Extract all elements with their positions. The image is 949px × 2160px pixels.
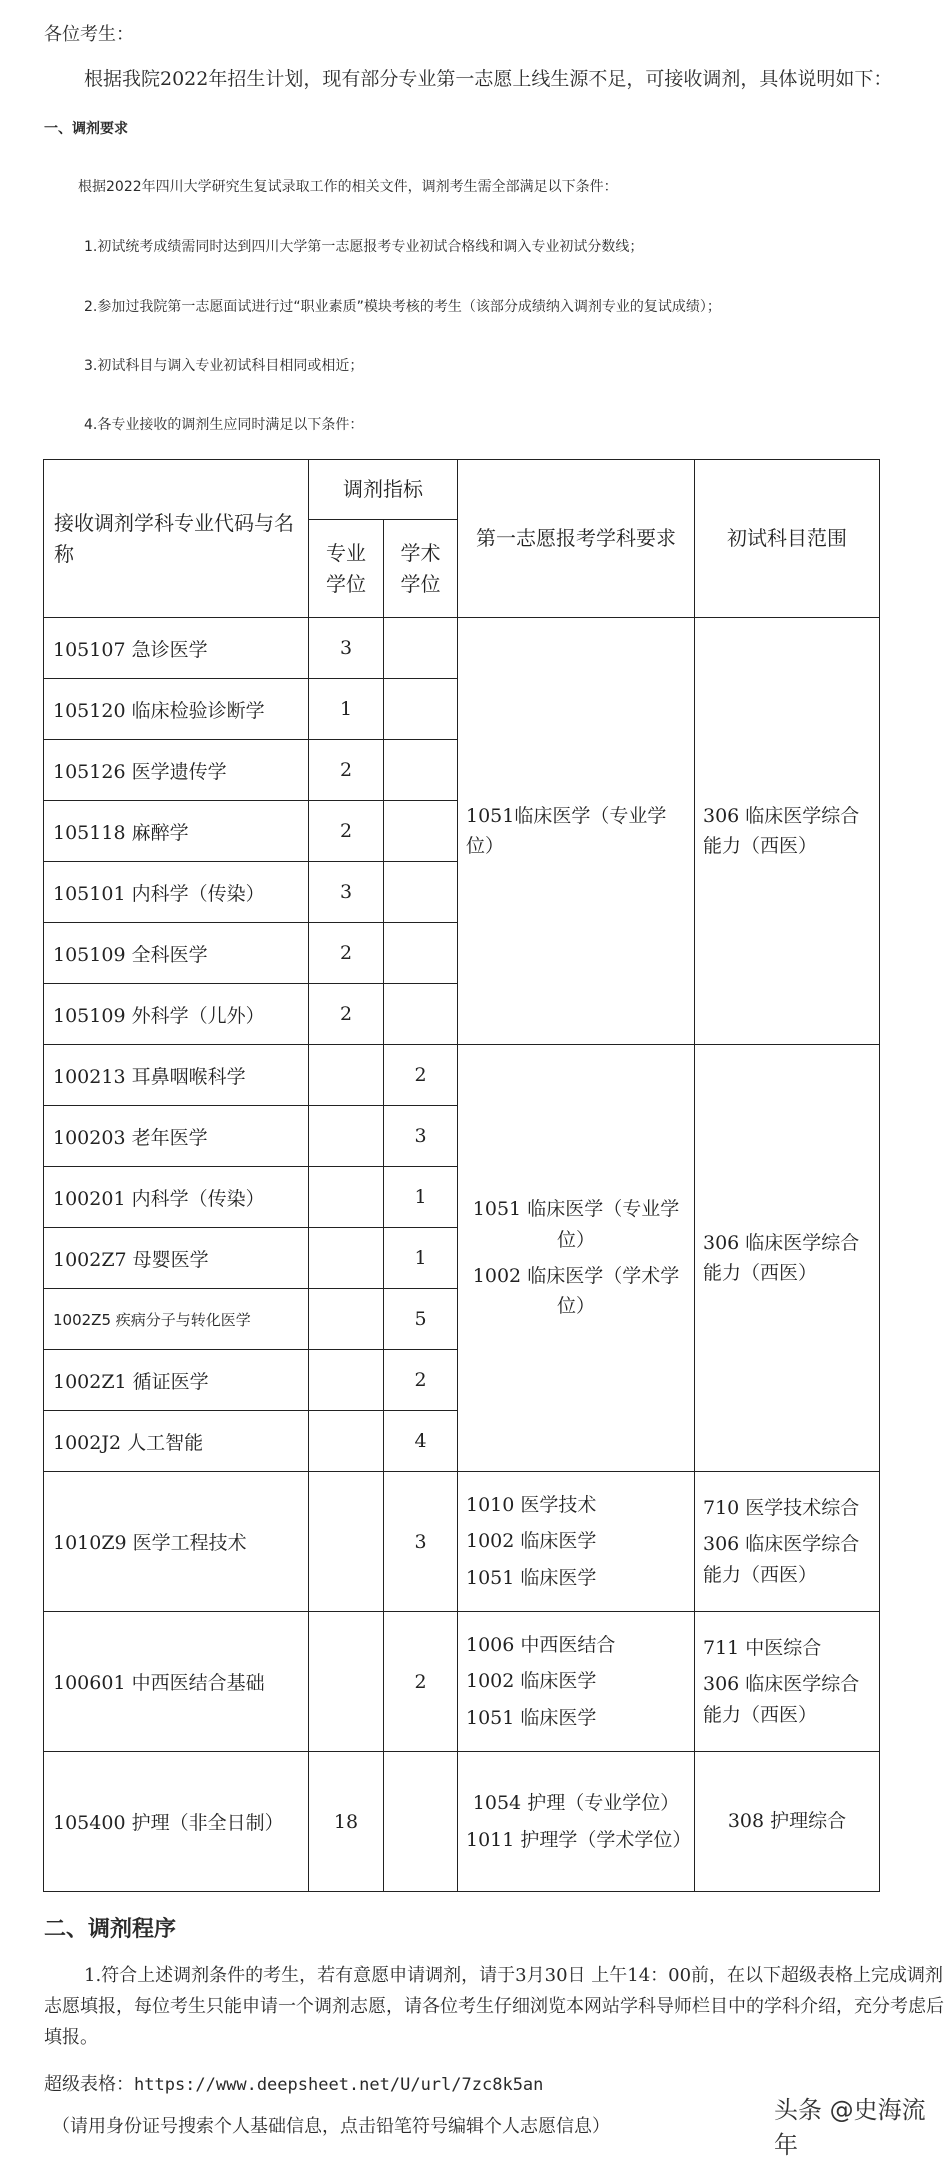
- exam-group-1: [695, 618, 880, 1045]
- requirement-line: 1051 临床医学: [466, 1706, 597, 1729]
- requirement-line: 1011 护理学（学术学位）: [466, 1828, 692, 1851]
- table-row-major: 100201 内科学（传染）: [44, 1167, 309, 1228]
- procedure-paragraph: 1.符合上述调剂条件的考生，若有意愿申请调剂，请于3月30日 上午14：00前，在以下超级表格上完成调剂志愿填报，每位考生只能申请一个调剂志愿，请各位考生仔细浏览本网站学科导师栏目中的学科介绍，充分考虑后填报。: [44, 1965, 944, 2049]
- academic-quota: [384, 984, 458, 1045]
- table-row-major: 100213 耳鼻咽喉科学: [44, 1045, 309, 1106]
- requirement-line: 1054 护理（专业学位）: [472, 1792, 680, 1815]
- academic-quota: 1: [384, 1167, 458, 1228]
- academic-quota: [384, 862, 458, 923]
- professional-quota: [309, 1167, 384, 1228]
- requirement-line: 1051临床医学（专业学位）: [466, 804, 667, 857]
- form-link-line: [44, 2070, 543, 2096]
- academic-quota: [384, 923, 458, 984]
- academic-quota: 4: [384, 1411, 458, 1472]
- exam-group-4: [695, 1612, 880, 1752]
- table-row-major: 105118 麻醉学: [44, 801, 309, 862]
- professional-quota: 2: [309, 801, 384, 862]
- requirement-group-1: [458, 618, 695, 1045]
- header-requirement: 第一志愿报考学科要求: [458, 460, 695, 618]
- table-row-major: 1002J2 人工智能: [44, 1411, 309, 1472]
- header-exam-scope: 初试科目范围: [695, 460, 880, 618]
- professional-quota: 1: [309, 679, 384, 740]
- requirement-line: 1002 临床医学（学术学位）: [472, 1265, 680, 1318]
- table-row-major: 105109 外科学（儿外）: [44, 984, 309, 1045]
- link-label: 超级表格：: [44, 2074, 134, 2095]
- table-row-major: 105120 临床检验诊断学: [44, 679, 309, 740]
- academic-quota: 2: [384, 1612, 458, 1752]
- table-row-major: 105400 护理（非全日制）: [44, 1752, 309, 1892]
- requirement-line: 1051 临床医学（专业学位）: [472, 1198, 680, 1251]
- table-row-major: 105107 急诊医学: [44, 618, 309, 679]
- academic-quota: [384, 618, 458, 679]
- professional-quota: [309, 1612, 384, 1752]
- professional-quota: 2: [309, 923, 384, 984]
- academic-quota: 2: [384, 1350, 458, 1411]
- professional-quota: [309, 1228, 384, 1289]
- watermark: 头条 @史海流年: [770, 2090, 949, 2160]
- professional-quota: [309, 1472, 384, 1612]
- exam-line: 306 临床医学综合能力（西医）: [703, 1673, 860, 1726]
- professional-quota: [309, 1411, 384, 1472]
- condition-item: 4.各专业接收的调剂生应同时满足以下条件：: [84, 417, 364, 433]
- academic-quota: [384, 1752, 458, 1892]
- academic-quota: 5: [384, 1289, 458, 1350]
- table-row-major: 1002Z1 循证医学: [44, 1350, 309, 1411]
- section2-title: 二、调剂程序: [44, 1916, 177, 1942]
- exam-group-2: [695, 1045, 880, 1472]
- exam-line: 306 临床医学综合能力（西医）: [703, 804, 860, 857]
- requirement-group-4: [458, 1612, 695, 1752]
- professional-quota: 2: [309, 740, 384, 801]
- form-link[interactable]: https://www.deepsheet.net/U/url/7zc8k5an: [134, 2075, 544, 2095]
- table-row-major: 1002Z7 母婴医学: [44, 1228, 309, 1289]
- intro-paragraph: 根据我院2022年招生计划，现有部分专业第一志愿上线生源不足，可接收调剂，具体说明如下：: [84, 68, 893, 90]
- requirement-line: 1010 医学技术: [466, 1493, 597, 1516]
- requirement-group-3: [458, 1472, 695, 1612]
- professional-quota: 2: [309, 984, 384, 1045]
- table-row-major: 105101 内科学（传染）: [44, 862, 309, 923]
- academic-quota: 3: [384, 1472, 458, 1612]
- requirement-group-2: [458, 1045, 695, 1472]
- professional-quota: 3: [309, 618, 384, 679]
- exam-line: 308 护理综合: [727, 1810, 847, 1833]
- academic-quota: 3: [384, 1106, 458, 1167]
- header-professional-degree: 专业学位: [309, 520, 384, 618]
- greeting: 各位考生：: [44, 24, 134, 45]
- header-quota: 调剂指标: [309, 460, 458, 520]
- professional-quota: [309, 1289, 384, 1350]
- requirement-line: 1002 临床医学: [466, 1530, 597, 1553]
- requirement-line: 1051 临床医学: [466, 1566, 597, 1589]
- quota-table: [43, 459, 879, 1891]
- header-major: 接收调剂学科专业代码与名称: [44, 460, 309, 618]
- academic-quota: 2: [384, 1045, 458, 1106]
- section1-title: 一、调剂要求: [44, 121, 128, 137]
- condition-item: 2.参加过我院第一志愿面试进行过“职业素质”模块考核的考生（该部分成绩纳入调剂专业的复试成绩）；: [84, 299, 721, 315]
- exam-group-5: [695, 1752, 880, 1892]
- table-row-major: 105109 全科医学: [44, 923, 309, 984]
- professional-quota: [309, 1350, 384, 1411]
- table-row-major: 105126 医学遗传学: [44, 740, 309, 801]
- academic-quota: 1: [384, 1228, 458, 1289]
- condition-item: 3.初试科目与调入专业初试科目相同或相近；: [84, 358, 364, 374]
- table-row-major: 1002Z5 疾病分子与转化医学: [44, 1289, 309, 1350]
- professional-quota: [309, 1045, 384, 1106]
- academic-quota: [384, 740, 458, 801]
- academic-quota: [384, 679, 458, 740]
- requirement-line: 1006 中西医结合: [466, 1633, 616, 1656]
- condition-item: 1.初试统考成绩需同时达到四川大学第一志愿报考专业初试合格线和调入专业初试分数线；: [84, 239, 644, 255]
- requirement-group-5: [458, 1752, 695, 1892]
- professional-quota: 18: [309, 1752, 384, 1892]
- academic-quota: [384, 801, 458, 862]
- table-row-major: 100203 老年医学: [44, 1106, 309, 1167]
- section1-intro: 根据2022年四川大学研究生复试录取工作的相关文件，调剂考生需全部满足以下条件：: [78, 179, 618, 195]
- exam-line: 710 医学技术综合: [703, 1496, 860, 1519]
- exam-line: 711 中医综合: [703, 1636, 822, 1659]
- professional-quota: 3: [309, 862, 384, 923]
- instruction-note: （请用身份证号搜索个人基础信息，点击铅笔符号编辑个人志愿信息）: [52, 2116, 610, 2137]
- requirement-line: 1002 临床医学: [466, 1670, 597, 1693]
- exam-group-3: [695, 1472, 880, 1612]
- exam-line: 306 临床医学综合能力（西医）: [703, 1533, 860, 1586]
- table-row-major: 100601 中西医结合基础: [44, 1612, 309, 1752]
- professional-quota: [309, 1106, 384, 1167]
- table-row-major: 1010Z9 医学工程技术: [44, 1472, 309, 1612]
- header-academic-degree: 学术学位: [384, 520, 458, 618]
- exam-line: 306 临床医学综合能力（西医）: [703, 1231, 860, 1284]
